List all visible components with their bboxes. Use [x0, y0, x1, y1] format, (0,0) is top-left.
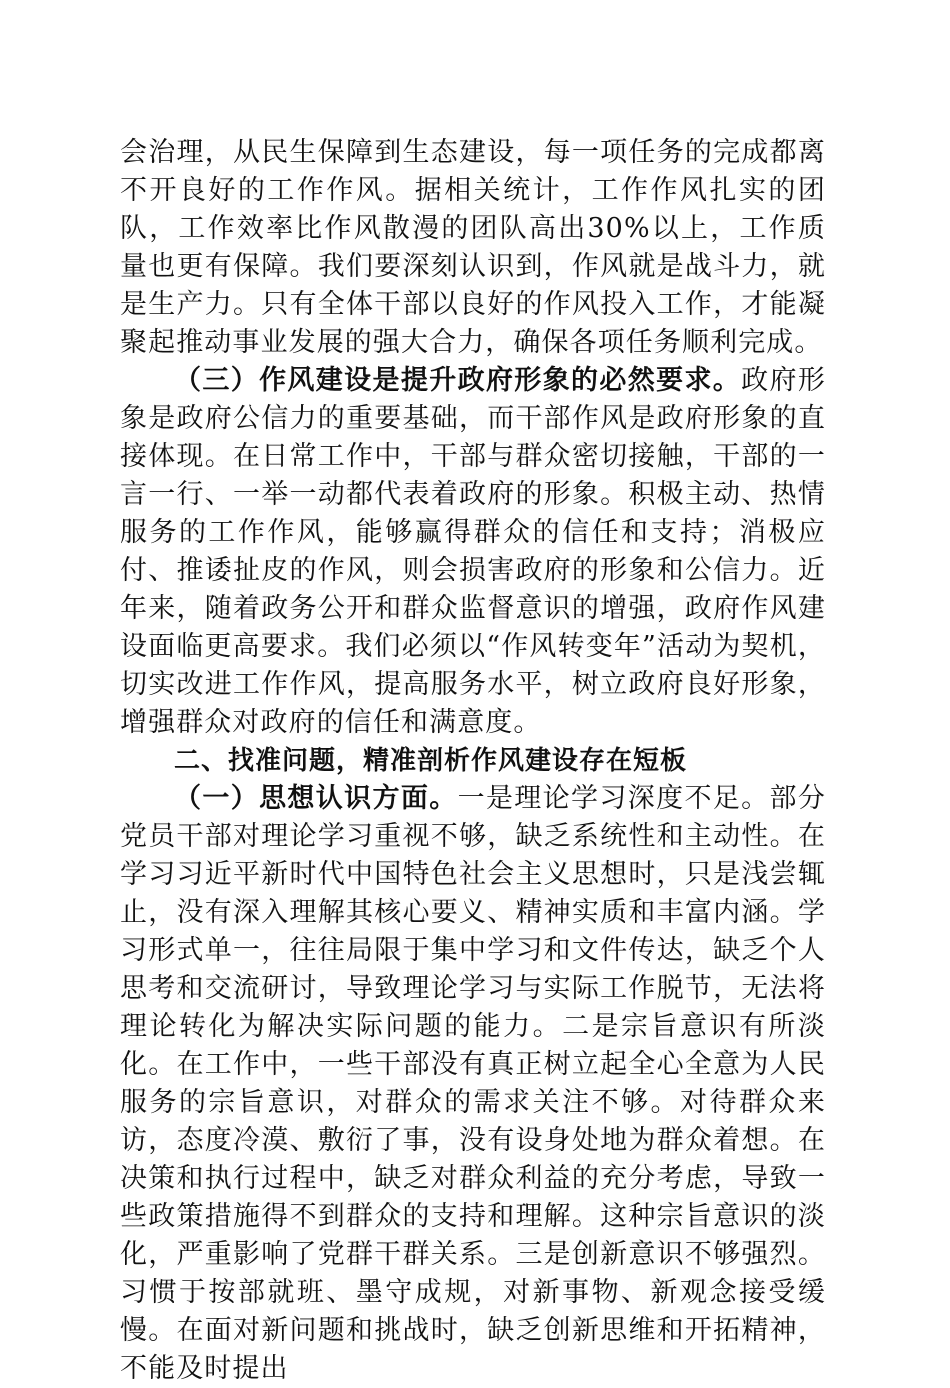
- document-body: [120, 134, 826, 1388]
- paragraph-government-image: [120, 362, 826, 742]
- paragraph-lead: （三）作风建设是提升政府形象的必然要求。: [174, 365, 742, 396]
- section-heading: 二、找准问题，精准剖析作风建设存在短板: [174, 746, 688, 776]
- paragraph-lead: （一）思想认识方面。: [174, 783, 458, 814]
- paragraph-text: 一是理论学习深度不足。部分党员干部对理论学习重视不够，缺乏系统性和主动性。在学习习近平新时代中国特色社会主义思想时，只是浅尝辄止，没有深入理解其核心要义、精神实质和丰富内涵。学习形式单一，往往局限于集中学习和文件传达，缺乏个人思考和交流研讨，导致理论学习与实际工作脱节，无法将理论转化为解决实际问题的能力。二是宗旨意识有所淡化。在工作中，一些干部没有真正树立起全心全意为人民服务的宗旨意识，对群众的需求关注不够。对待群众来访，态度冷漠、敷衍了事，没有设身处地为群众着想。在决策和执行过程中，缺乏对群众利益的充分考虑，导致一些政策措施得不到群众的支持和理解。这种宗旨意识的淡化，严重影响了党群干群关系。三是创新意识不够强烈。习惯于按部就班、墨守成规，对新事物、新观念接受缓慢。在面对新问题和挑战时，缺乏创新思维和开拓精神，不能及时提出: [120, 783, 826, 1384]
- paragraph-text: 政府形象是政府公信力的重要基础，而干部作风是政府形象的直接体现。在日常工作中，干部与群众密切接触，干部的一言一行、一举一动都代表着政府的形象。积极主动、热情服务的工作作风，能够赢得群众的信任和支持；消极应付、推诿扯皮的作风，则会损害政府的形象和公信力。近年来，随着政务公开和群众监督意识的增强，政府作风建设面临更高要求。我们必须以“作风转变年”活动为契机，切实改进工作作风，提高服务水平，树立政府良好形象，增强群众对政府的信任和满意度。: [120, 365, 826, 738]
- paragraph-continuation: [120, 134, 826, 362]
- paragraph-text: 会治理，从民生保障到生态建设，每一项任务的完成都离不开良好的工作作风。据相关统计，工作作风扎实的团队，工作效率比作风散漫的团队高出30%以上，工作质量也更有保障。我们要深刻认识到，作风就是战斗力，就是生产力。只有全体干部以良好的作风投入工作，才能凝聚起推动事业发展的强大合力，确保各项任务顺利完成。: [120, 137, 826, 358]
- paragraph-ideological-awareness: [120, 780, 826, 1388]
